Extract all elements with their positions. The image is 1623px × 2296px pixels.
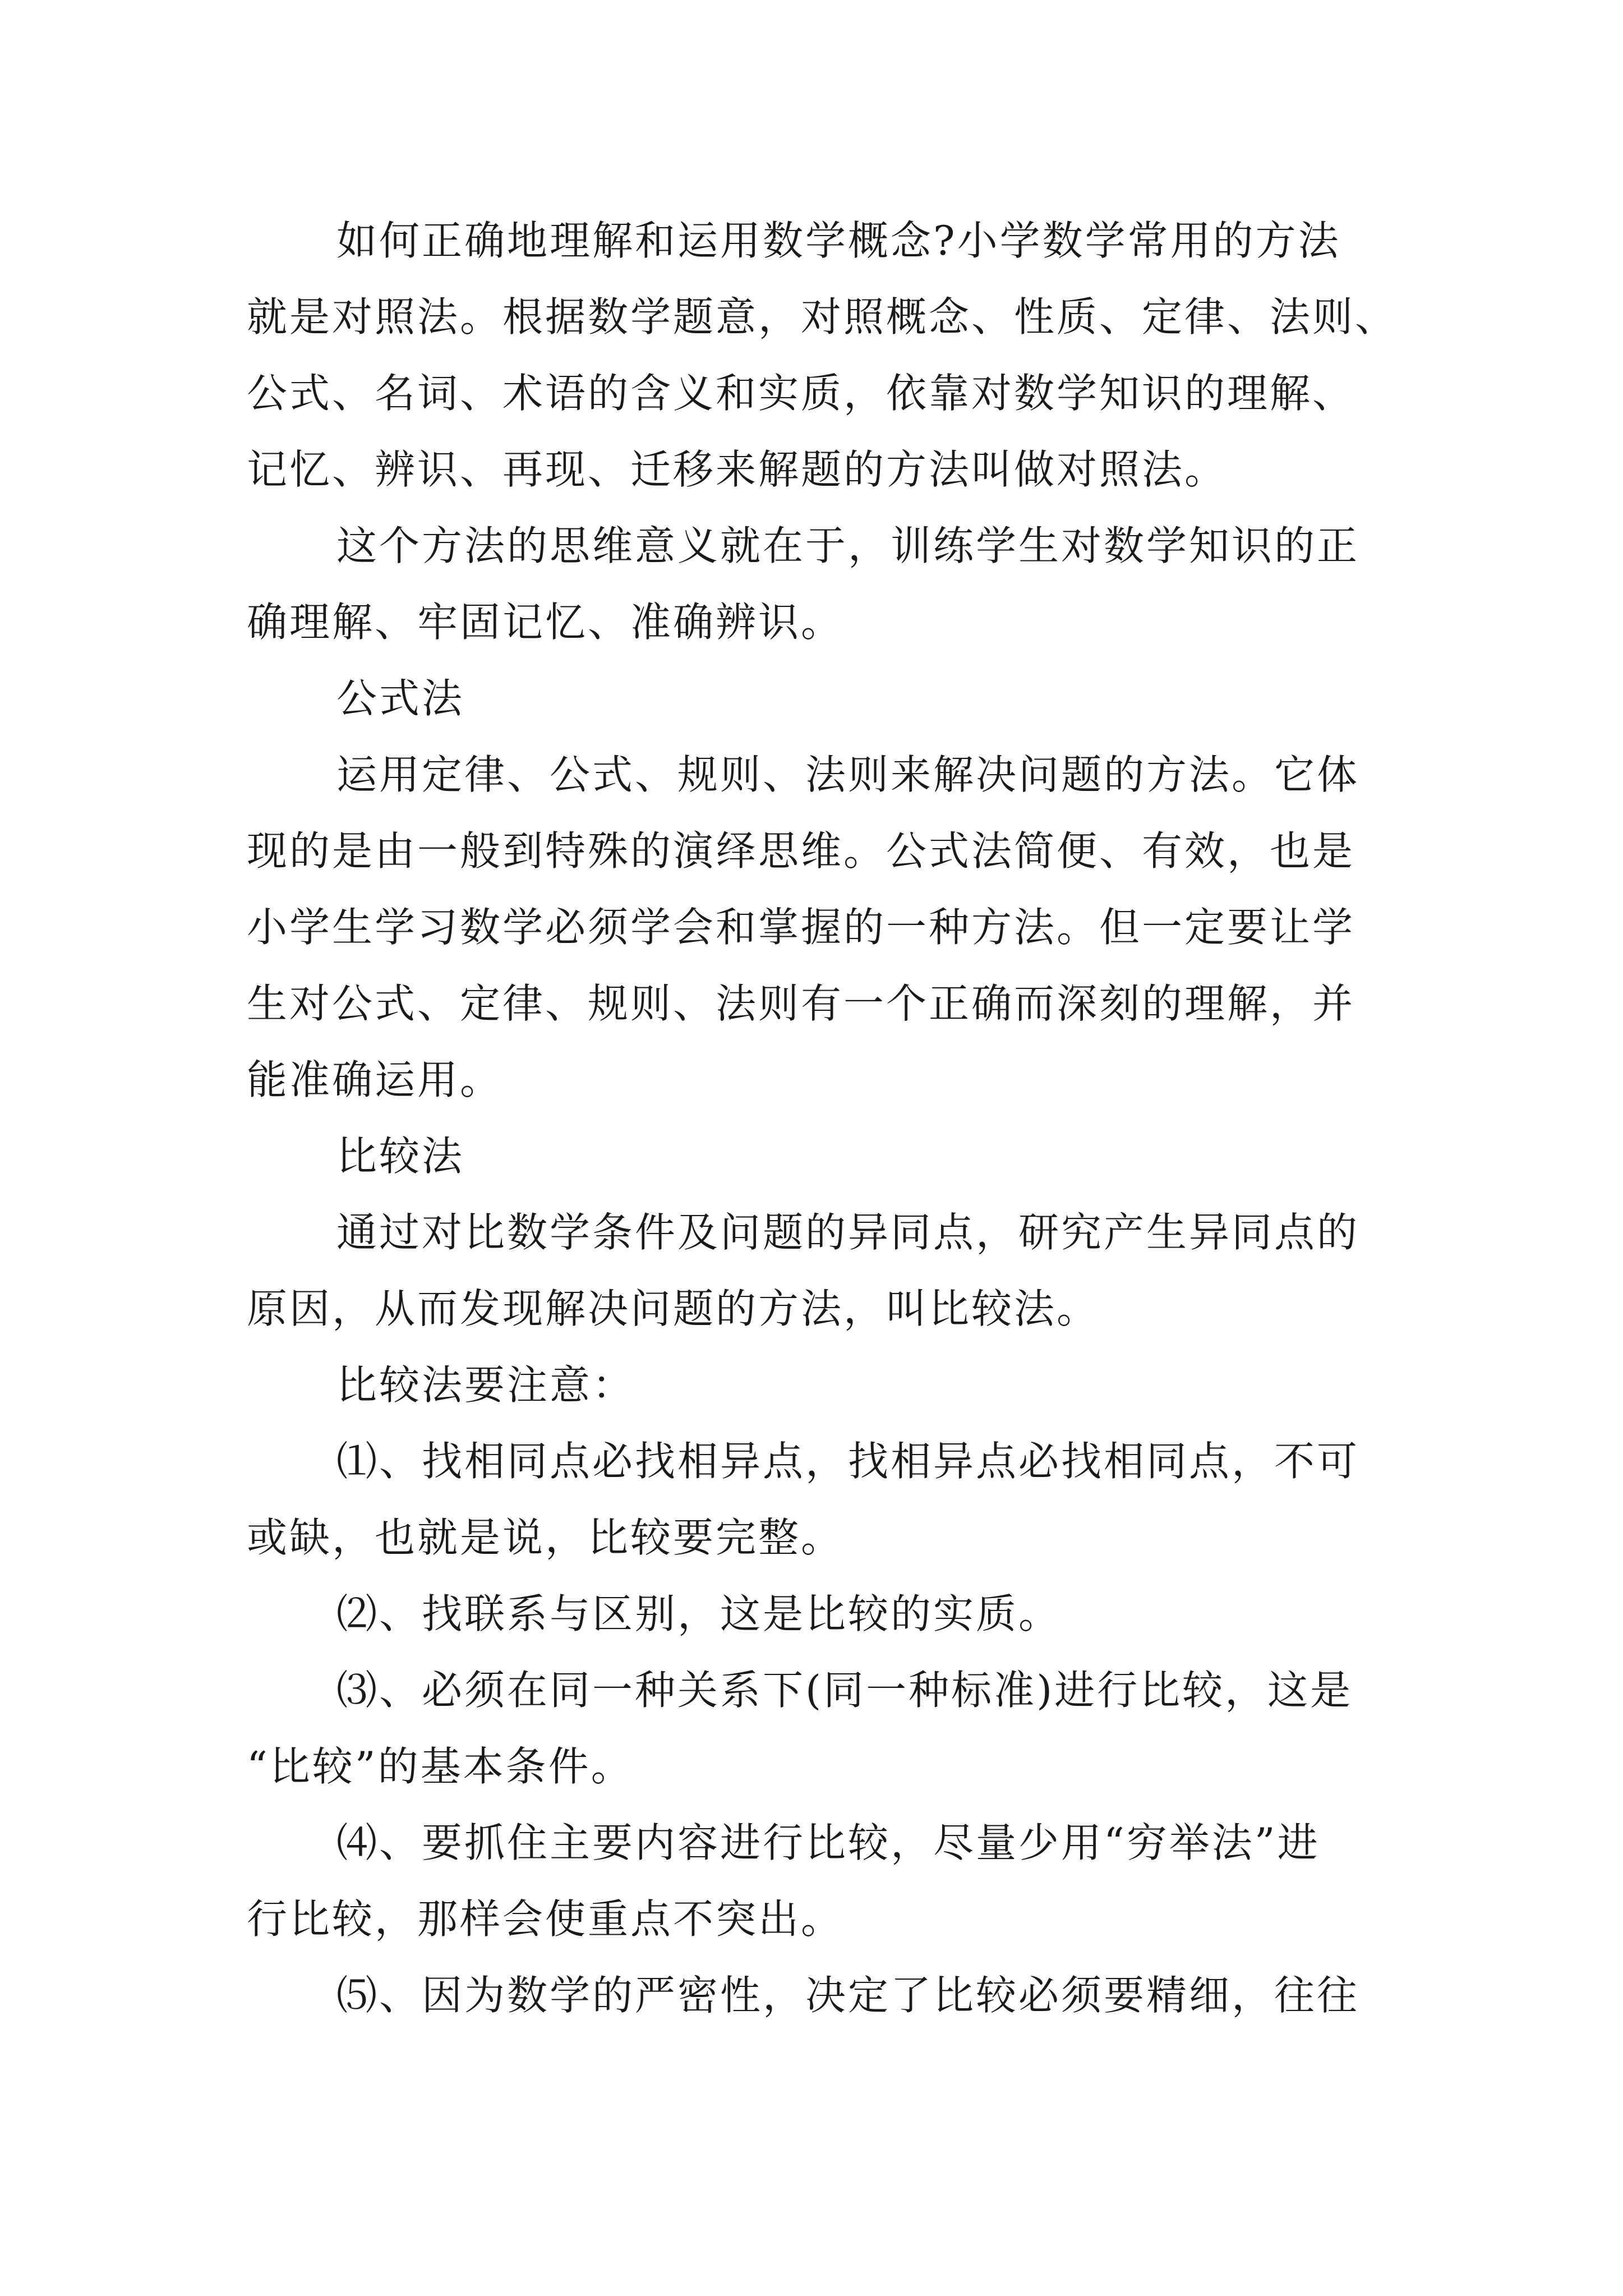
- section-heading: 比较法: [336, 1133, 465, 1180]
- document-body: [247, 203, 1396, 2033]
- list-item: ⑷、要抓住主要内容进行比较，尽量少用“穷举法”进: [336, 1819, 1320, 1866]
- text-line: 行比较，那样会使重点不突出。: [247, 1895, 844, 1943]
- list-item: ⑶、必须在同一种关系下(同一种标准)进行比较，这是: [336, 1667, 1353, 1714]
- text-line: 比较法要注意：: [336, 1361, 635, 1409]
- text-line: 或缺，也就是说，比较要完整。: [247, 1514, 844, 1561]
- list-item: ⑴、找相同点必找相异点，找相异点必找相同点，不可: [336, 1438, 1360, 1485]
- list-item: ⑸、因为数学的严密性，决定了比较必须要精细，往往: [336, 1972, 1360, 2019]
- text-line: 现的是由一般到特殊的演绎思维。公式法简便、有效，也是: [247, 827, 1355, 875]
- text-line: 就是对照法。根据数学题意，对照概念、性质、定律、法则、: [247, 293, 1398, 341]
- text-line: 记忆、辨识、再现、迁移来解题的方法叫做对照法。: [247, 446, 1228, 493]
- text-line: 通过对比数学条件及问题的异同点，研究产生异同点的: [336, 1209, 1360, 1256]
- text-line: 原因，从而发现解决问题的方法，叫比较法。: [247, 1285, 1100, 1332]
- text-line: 如何正确地理解和运用数学概念?小学数学常用的方法: [336, 217, 1341, 264]
- text-line: “比较”的基本条件。: [247, 1743, 634, 1790]
- text-line: 公式、名词、术语的含义和实质，依靠对数学知识的理解、: [247, 370, 1355, 417]
- text-line: 确理解、牢固记忆、准确辨识。: [247, 599, 844, 646]
- text-line: 能准确运用。: [247, 1056, 503, 1103]
- text-line: 小学生学习数学必须学会和掌握的一种方法。但一定要让学: [247, 904, 1355, 951]
- list-item: ⑵、找联系与区别，这是比较的实质。: [336, 1590, 1062, 1637]
- section-heading: 公式法: [336, 675, 465, 722]
- text-line: 这个方法的思维意义就在于，训练学生对数学知识的正: [336, 522, 1360, 569]
- text-line: 运用定律、公式、规则、法则来解决问题的方法。它体: [336, 751, 1360, 798]
- text-line: 生对公式、定律、规则、法则有一个正确而深刻的理解，并: [247, 980, 1355, 1027]
